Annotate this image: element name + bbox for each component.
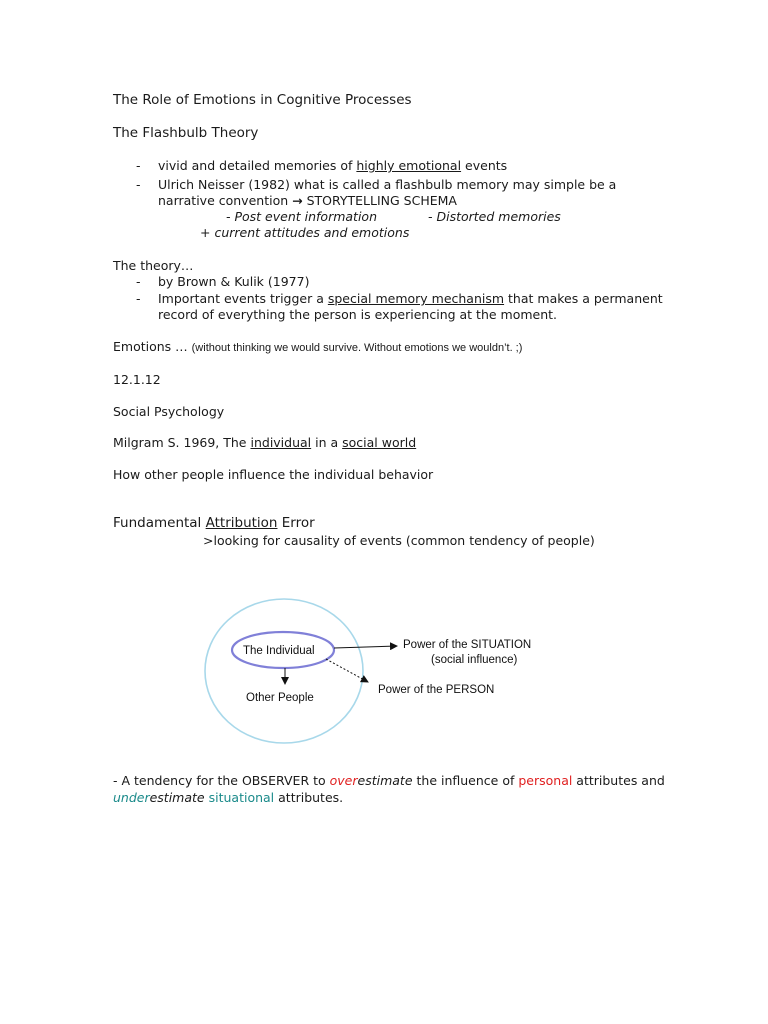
text: vivid and detailed memories of	[158, 158, 357, 173]
page-title: The Role of Emotions in Cognitive Processes	[113, 92, 412, 108]
tendency-line-2	[113, 790, 343, 806]
text: by Brown & Kulik (1977)	[158, 274, 310, 289]
text: Important events trigger a	[158, 291, 328, 306]
under-text: under	[113, 790, 150, 805]
text: that makes a permanent	[504, 291, 663, 306]
theory-intro: The theory…	[113, 258, 194, 273]
underlined-text: special memory mechanism	[327, 291, 505, 306]
text: attributes and	[572, 773, 665, 788]
text: Fundamental	[113, 515, 206, 531]
arrow-right-icon: →	[292, 193, 303, 208]
text: events	[461, 158, 508, 173]
emotions-label: Emotions …	[113, 339, 188, 354]
estimate-text: estimate	[357, 773, 413, 788]
individual-label: The Individual	[243, 645, 315, 657]
text: Milgram S. 1969, The	[113, 435, 251, 450]
underlined-text: individual	[250, 435, 312, 450]
estimate-text: estimate	[149, 790, 205, 805]
theory-bullet-2-line-2: record of everything the person is experiencing at the moment.	[158, 307, 558, 322]
situation-label: Power of the SITUATION	[403, 639, 532, 651]
bullet-dash: -	[136, 274, 141, 289]
bullet-dash: -	[136, 177, 141, 192]
underlined-text: highly emotional	[356, 158, 462, 173]
text: STORYTELLING SCHEMA	[302, 193, 457, 208]
text: in a	[311, 435, 343, 450]
fae-subline: >looking for causality of events (common tendency of people)	[203, 533, 595, 548]
outer-circle	[205, 599, 363, 743]
situational-text: situational	[208, 790, 275, 805]
underlined-text: social world	[342, 435, 417, 450]
text: narrative convention	[158, 193, 293, 208]
social-heading: Social Psychology	[113, 404, 225, 419]
emotions-note: (without thinking we would survive. Without emotions we wouldn’t. ;)	[191, 342, 523, 354]
personal-text: personal	[518, 773, 573, 788]
text: - A tendency for the OBSERVER to	[113, 773, 330, 788]
current-attitudes: + current attitudes and emotions	[200, 225, 410, 240]
tendency-line-1	[113, 773, 665, 789]
underlined-text: Attribution	[205, 515, 278, 531]
date: 12.1.12	[113, 372, 161, 387]
text: Error	[277, 515, 315, 531]
other-people-label: Other People	[246, 692, 314, 704]
distorted-memories: - Distorted memories	[428, 209, 561, 224]
text: attributes.	[274, 790, 344, 805]
bullet-dash: -	[136, 291, 141, 306]
post-event-info: - Post event information	[226, 209, 377, 224]
person-label: Power of the PERSON	[378, 684, 495, 696]
flashbulb-heading: The Flashbulb Theory	[113, 125, 259, 141]
text: Ulrich Neisser (1982) what is called a flashbulb memory may simple be a	[158, 177, 617, 192]
arrow-to-situation	[334, 646, 397, 648]
text: the influence of	[412, 773, 519, 788]
bullet-dash: -	[136, 158, 141, 173]
over-text: over	[329, 773, 358, 788]
influence-line: How other people influence the individual behavior	[113, 467, 434, 482]
social-influence-label: (social influence)	[431, 654, 518, 666]
